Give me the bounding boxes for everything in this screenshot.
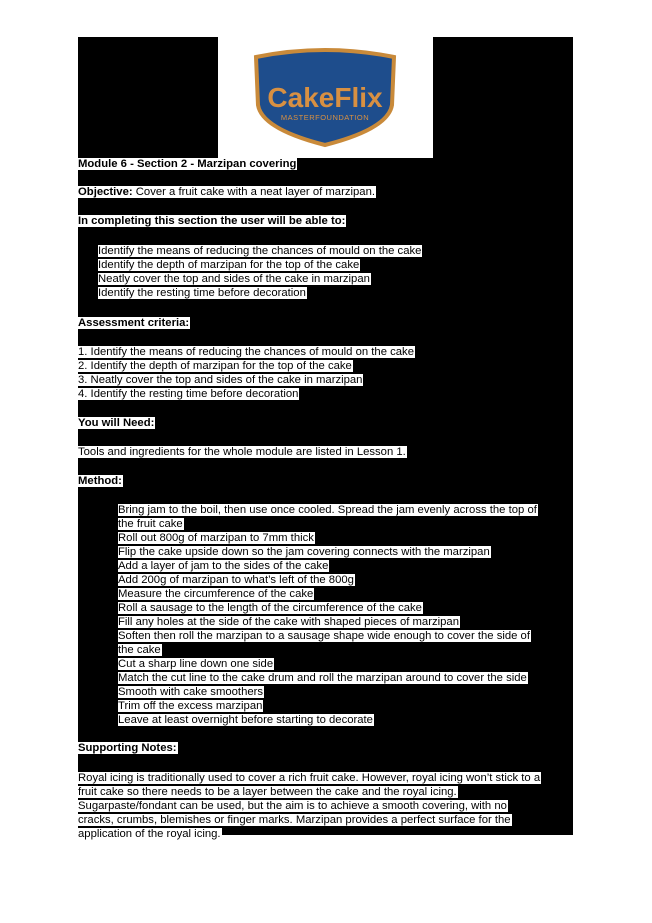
- notes-line: cracks, crumbs, blemishes or finger marks. Marzipan provides a perfect surface for the: [78, 814, 511, 826]
- objective-text: Cover a fruit cake with a neat layer of marzipan.: [132, 186, 375, 198]
- needs-heading: You will Need:: [78, 417, 155, 429]
- method-step: Add 200g of marzipan to what’s left of the 800g: [118, 574, 354, 586]
- method-step: the fruit cake: [118, 518, 183, 530]
- logo-brand-text: CakeFlix: [267, 82, 383, 113]
- outcomes-heading: In completing this section the user will be able to:: [78, 215, 346, 227]
- outcome-item: Identify the means of reducing the chances of mould on the cake: [98, 245, 422, 257]
- assessment-item: 1. Identify the means of reducing the chances of mould on the cake: [78, 346, 414, 358]
- outcome-item: Identify the resting time before decoration: [98, 287, 306, 299]
- method-step: Smooth with cake smoothers: [118, 686, 264, 698]
- objective-label: Objective:: [78, 186, 133, 198]
- outcome-item: Identify the depth of marzipan for the top of the cake: [98, 259, 360, 271]
- logo-sub-text: MASTERFOUNDATION: [280, 113, 370, 122]
- module-title-text: Module 6 - Section 2 - Marzipan covering: [78, 158, 297, 170]
- assessment-item: 4. Identify the resting time before decoration: [78, 388, 299, 400]
- method-step: Fill any holes at the side of the cake with shaped pieces of marzipan: [118, 616, 459, 628]
- method-step: Bring jam to the boil, then use once cooled. Spread the jam evenly across the top of: [118, 504, 537, 516]
- method-step: Cut a sharp line down one side: [118, 658, 274, 670]
- outcome-item: Neatly cover the top and sides of the cake in marzipan: [98, 273, 370, 285]
- assessment-item: 3. Neatly cover the top and sides of the cake in marzipan: [78, 374, 363, 386]
- method-step: Flip the cake upside down so the jam covering connects with the marzipan: [118, 546, 490, 558]
- notes-line: application of the royal icing.: [78, 828, 221, 840]
- assessment-item: 2. Identify the depth of marzipan for the top of the cake: [78, 360, 352, 372]
- module-title: [78, 158, 297, 171]
- objective-line: [78, 186, 376, 199]
- method-step: Add a layer of jam to the sides of the cake: [118, 560, 329, 572]
- method-step: Soften then roll the marzipan to a sausage shape wide enough to cover the side of: [118, 630, 530, 642]
- assessment-heading: Assessment criteria:: [78, 317, 190, 329]
- logo-area: [218, 37, 433, 158]
- method-step: Trim off the excess marzipan: [118, 700, 263, 712]
- needs-text: Tools and ingredients for the whole module are listed in Lesson 1.: [78, 446, 406, 458]
- notes-line: fruit cake so there needs to be a layer between the cake and the royal icing.: [78, 786, 457, 798]
- method-step: Roll out 800g of marzipan to 7mm thick: [118, 532, 314, 544]
- method-step: Leave at least overnight before starting to decorate: [118, 714, 373, 726]
- method-step: Roll a sausage to the length of the circumference of the cake: [118, 602, 422, 614]
- method-step: the cake: [118, 644, 161, 656]
- notes-heading: Supporting Notes:: [78, 742, 177, 754]
- method-step: Measure the circumference of the cake: [118, 588, 314, 600]
- notes-line: Royal icing is traditionally used to cover a rich fruit cake. However, royal icing won’t stick to a: [78, 772, 541, 784]
- method-step: Match the cut line to the cake drum and roll the marzipan around to cover the side: [118, 672, 527, 684]
- cakeflix-logo: [218, 37, 433, 158]
- method-heading: Method:: [78, 475, 122, 487]
- notes-line: Sugarpaste/fondant can be used, but the aim is to achieve a smooth covering, with no: [78, 800, 507, 812]
